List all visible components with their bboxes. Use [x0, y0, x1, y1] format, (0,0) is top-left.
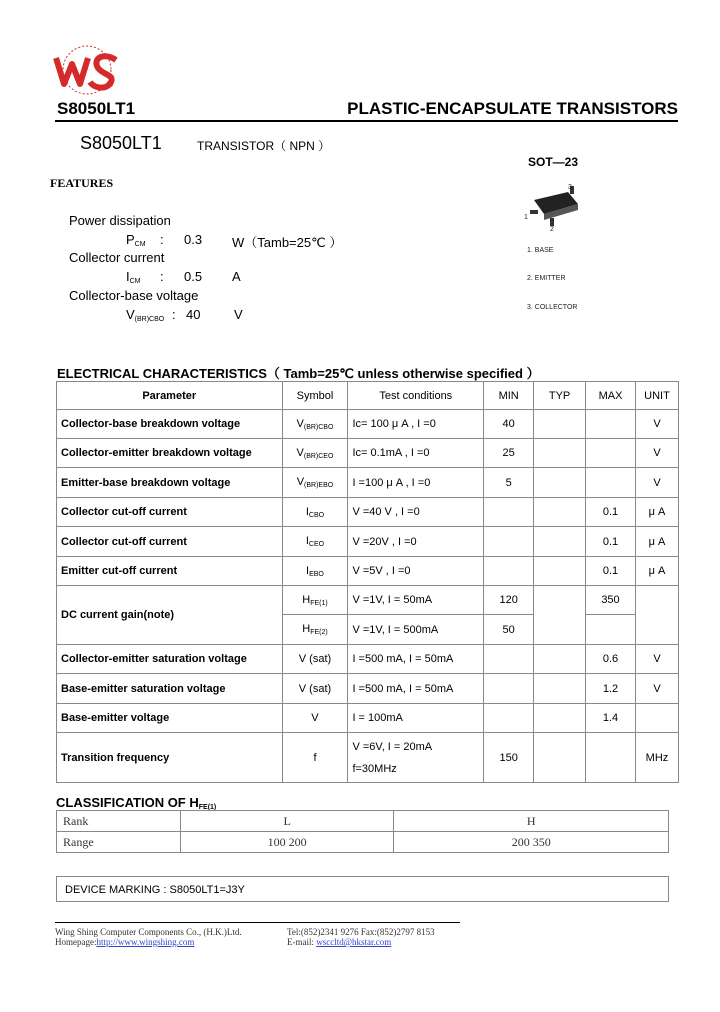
max-cell	[586, 410, 636, 439]
package-drawing	[520, 180, 590, 230]
condition-line: f=30MHz	[352, 762, 397, 775]
max-cell	[586, 733, 636, 783]
condition-cell: I = 100mA	[348, 704, 484, 733]
max-cell: 0.6	[586, 645, 636, 674]
device-marking: DEVICE MARKING : S8050LT1=J3Y	[56, 876, 669, 902]
range-label: Range	[57, 832, 181, 853]
parameter-cell: Emitter cut-off current	[57, 557, 283, 586]
column-header: MAX	[586, 382, 636, 410]
parameter-cell: Collector-base breakdown voltage	[57, 410, 283, 439]
column-header: TYP	[534, 382, 586, 410]
parameter-cell: Collector-emitter breakdown voltage	[57, 439, 283, 468]
symbol-cell: $V_{(BR)CBO}$	[282, 410, 348, 439]
table-row	[57, 557, 679, 586]
company-logo	[50, 44, 124, 96]
table-row	[57, 410, 679, 439]
header-rule	[55, 120, 678, 122]
max-cell: 0.1	[586, 498, 636, 527]
column-header: UNIT	[635, 382, 678, 410]
feature-sep: :	[172, 307, 176, 322]
column-header: MIN	[484, 382, 534, 410]
max-cell: 350	[586, 586, 636, 615]
feature-label: Collector-base voltage	[69, 288, 199, 303]
feature-unit: A	[232, 269, 241, 284]
classification-title: CLASSIFICATION OF $H_{FE(1)}$	[56, 795, 217, 811]
table-row	[57, 527, 679, 557]
typ-cell	[534, 410, 586, 439]
pin-number: 1	[524, 214, 528, 221]
table-row	[57, 439, 679, 468]
symbol-cell: $H_{FE(1)}$	[282, 586, 348, 615]
typ-cell	[534, 586, 586, 645]
footer-email: E-mail: wsccltd@hkstar.com	[287, 937, 392, 947]
max-cell	[586, 615, 636, 645]
symbol-cell: $I_{EBO}$	[282, 557, 348, 586]
rank-cell: H	[394, 811, 669, 832]
typ-cell	[534, 645, 586, 674]
range-cell: 100 200	[180, 832, 394, 853]
column-header: Test conditions	[348, 382, 484, 410]
header-part-number: S8050LT1	[57, 99, 136, 118]
email-link[interactable]: wsccltd@hkstar.com	[316, 937, 392, 947]
symbol-cell: $H_{FE(2)}$	[282, 615, 348, 645]
symbol-cell: $I_{CEO}$	[282, 527, 348, 557]
condition-cell: V =40 V , I =0	[348, 498, 484, 527]
table-row	[57, 645, 679, 674]
min-cell: 5	[484, 468, 534, 498]
condition-cell: I =100 μ A , I =0	[348, 468, 484, 498]
feature-sep: :	[160, 269, 164, 284]
max-cell	[586, 439, 636, 468]
min-cell	[484, 674, 534, 704]
part-description: TRANSISTOR（ NPN ）	[197, 139, 331, 153]
symbol-cell: f	[282, 733, 348, 783]
max-cell: 1.2	[586, 674, 636, 704]
feature-sep: :	[160, 232, 164, 247]
table-row	[57, 498, 679, 527]
min-cell	[484, 645, 534, 674]
rank-cell: L	[180, 811, 394, 832]
condition-cell: V =5V , I =0	[348, 557, 484, 586]
min-cell	[484, 704, 534, 733]
unit-cell: V	[635, 468, 678, 498]
parameter-cell: Collector cut-off current	[57, 527, 283, 557]
unit-cell	[635, 586, 678, 645]
pin-label: 1. BASE	[527, 247, 554, 254]
condition-cell: I =500 mA, I = 50mA	[348, 645, 484, 674]
min-cell	[484, 527, 534, 557]
symbol-cell: V (sat)	[282, 674, 348, 704]
min-cell: 40	[484, 410, 534, 439]
unit-cell: MHz	[635, 733, 678, 783]
max-cell	[586, 468, 636, 498]
typ-cell	[534, 527, 586, 557]
unit-cell: V	[635, 439, 678, 468]
typ-cell	[534, 439, 586, 468]
table-header-row	[57, 382, 679, 410]
feature-symbol: $I_{CM}$	[126, 269, 141, 285]
electrical-table	[56, 381, 679, 783]
typ-cell	[534, 498, 586, 527]
max-cell: 0.1	[586, 557, 636, 586]
rank-label: Rank	[57, 811, 181, 832]
parameter-cell: Emitter-base breakdown voltage	[57, 468, 283, 498]
condition-cell: V =20V , I =0	[348, 527, 484, 557]
footer-rule	[55, 922, 460, 923]
features-heading: FEATURES	[50, 176, 114, 190]
condition-cell: Ic= 0.1mA , I =0	[348, 439, 484, 468]
range-cell: 200 350	[394, 832, 669, 853]
column-header: Parameter	[57, 382, 283, 410]
table-row	[57, 468, 679, 498]
parameter-cell: Collector-emitter saturation voltage	[57, 645, 283, 674]
electrical-title: ELECTRICAL CHARACTERISTICS（ Tamb=25℃ unless otherwise specified ）	[57, 366, 540, 381]
symbol-cell: V	[282, 704, 348, 733]
unit-cell: V	[635, 410, 678, 439]
table-row	[57, 811, 669, 832]
typ-cell	[534, 674, 586, 704]
unit-cell	[635, 704, 678, 733]
column-header: Symbol	[282, 382, 348, 410]
feature-value: 40	[186, 307, 201, 322]
table-row	[57, 733, 679, 783]
condition-line: V =6V, I = 20mA	[352, 740, 433, 753]
footer-homepage: Homepage:http://www.wingshing.com	[55, 937, 195, 947]
min-cell	[484, 557, 534, 586]
parameter-cell: Base-emitter voltage	[57, 704, 283, 733]
symbol-cell: V (sat)	[282, 645, 348, 674]
feature-unit: W（Tamb=25℃ ）	[232, 235, 343, 250]
unit-cell: V	[635, 674, 678, 704]
max-cell: 1.4	[586, 704, 636, 733]
feature-label: Power dissipation	[69, 213, 171, 228]
pin-number: 3	[568, 184, 572, 191]
table-row	[57, 704, 679, 733]
min-cell: 120	[484, 586, 534, 615]
parameter-cell: Collector cut-off current	[57, 498, 283, 527]
homepage-link[interactable]: http://www.wingshing.com	[96, 937, 195, 947]
footer-tel: Tel:(852)2341 9276 Fax:(852)2797 8153	[287, 927, 435, 937]
condition-cell	[348, 733, 484, 783]
feature-label: Collector current	[69, 250, 165, 265]
symbol-cell: $V_{(BR)CEO}$	[282, 439, 348, 468]
feature-unit: V	[234, 307, 243, 322]
typ-cell	[534, 468, 586, 498]
min-cell: 50	[484, 615, 534, 645]
feature-symbol: $V_{(BR)CBO}$	[126, 307, 165, 323]
pin-label: 2. EMITTER	[527, 275, 566, 282]
classification-table	[56, 810, 669, 853]
unit-cell: V	[635, 645, 678, 674]
unit-cell: μ A	[635, 557, 678, 586]
min-cell: 25	[484, 439, 534, 468]
condition-cell: V =1V, I = 500mA	[348, 615, 484, 645]
parameter-cell: Transition frequency	[57, 733, 283, 783]
max-cell: 0.1	[586, 527, 636, 557]
condition-cell: V =1V, I = 50mA	[348, 586, 484, 615]
parameter-cell: Base-emitter saturation voltage	[57, 674, 283, 704]
package-name: SOT—23	[528, 155, 579, 169]
feature-symbol: $P_{CM}$	[126, 232, 146, 248]
table-row	[57, 674, 679, 704]
min-cell	[484, 498, 534, 527]
footer-company: Wing Shing Computer Components Co., (H.K.)Ltd.	[55, 927, 242, 937]
typ-cell	[534, 704, 586, 733]
pin-label: 3. COLLECTOR	[527, 304, 578, 311]
unit-cell: μ A	[635, 527, 678, 557]
symbol-cell: $I_{CBO}$	[282, 498, 348, 527]
typ-cell	[534, 557, 586, 586]
unit-cell: μ A	[635, 498, 678, 527]
condition-cell: Ic= 100 μ A , I =0	[348, 410, 484, 439]
table-row	[57, 832, 669, 853]
parameter-cell: DC current gain(note)	[57, 586, 283, 645]
typ-cell	[534, 733, 586, 783]
pin-number: 2	[550, 226, 554, 233]
condition-cell: I =500 mA, I = 50mA	[348, 674, 484, 704]
feature-value: 0.5	[184, 269, 203, 284]
min-cell: 150	[484, 733, 534, 783]
header-category: PLASTIC-ENCAPSULATE TRANSISTORS	[347, 99, 678, 118]
feature-value: 0.3	[184, 232, 203, 247]
symbol-cell: $V_{(BR)EBO}$	[282, 468, 348, 498]
table-row	[57, 586, 679, 615]
part-title: S8050LT1	[80, 133, 162, 153]
